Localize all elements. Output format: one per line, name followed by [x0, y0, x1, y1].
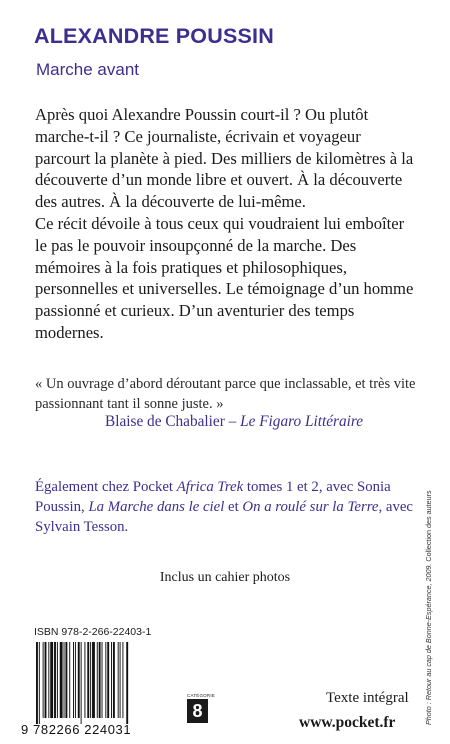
also-book-1: Africa Trek: [176, 479, 244, 495]
category-number: 8: [187, 699, 208, 723]
also-available: [35, 477, 420, 537]
also-part-3: et: [224, 499, 243, 515]
quote-attribution: [105, 413, 363, 431]
also-book-3: On a roulé sur la Terre: [242, 499, 379, 515]
edition-note: Texte intégral: [326, 690, 409, 706]
also-intro: Également chez Pocket: [35, 479, 177, 495]
isbn: ISBN 978-2-266-22403-1: [34, 626, 152, 638]
photo-credit-suffix: Collection des auteurs: [424, 490, 433, 564]
category-label: CATÉGORIE: [187, 693, 215, 698]
blurb-paragraph-2: Ce récit dévoile à tous ceux qui voudraient lui emboîter le pas le pouvoir insoupçonné de la marche. Des mémoires à la fois pratiques et philosophiques, personnelles et universelles. Le témoignage d’un homme passionné et curieux. D’un aventurier des temps modernes.: [35, 213, 414, 342]
also-book-2: La Marche dans le ciel: [88, 499, 225, 515]
blurb: [35, 104, 420, 344]
press-quote: [35, 375, 425, 414]
photos-note: Inclus un cahier photos: [159, 570, 291, 585]
author-name: ALEXANDRE POUSSIN: [34, 24, 274, 48]
quote-text: « Un ouvrage d’abord déroutant parce que inclassable, et très vite passionnant tant il sonne juste. »: [35, 376, 416, 412]
photo-credit-prefix: Photo : Retour au cap de Bonne-Espérance, 2009.: [424, 563, 433, 725]
barcode: [34, 642, 178, 724]
quote-author: Blaise de Chabalier: [105, 413, 225, 430]
book-title: Marche avant: [36, 60, 139, 79]
barcode-digits: 9 782266 224031: [21, 722, 132, 737]
website: www.pocket.fr: [299, 714, 396, 731]
quote-separator: –: [224, 413, 241, 430]
also-part-2: tomes 1 et 2, avec Sonia Poussin,: [35, 479, 391, 515]
photo-credit: [424, 490, 433, 725]
also-part-4: , avec Sylvain Tesson.: [35, 499, 413, 535]
quote-source: Le Figaro Littéraire: [240, 413, 364, 430]
blurb-paragraph-1: Après quoi Alexandre Poussin court-il ? Ou plutôt marche-t-il ? Ce journaliste, écrivain et voyageur parcourt la planète à pied. Des milliers de kilomètres à la découverte d’un monde libre et ouvert. À la découverte des autres. À la découverte de lui-même.: [35, 105, 414, 212]
category-badge: [187, 693, 215, 723]
